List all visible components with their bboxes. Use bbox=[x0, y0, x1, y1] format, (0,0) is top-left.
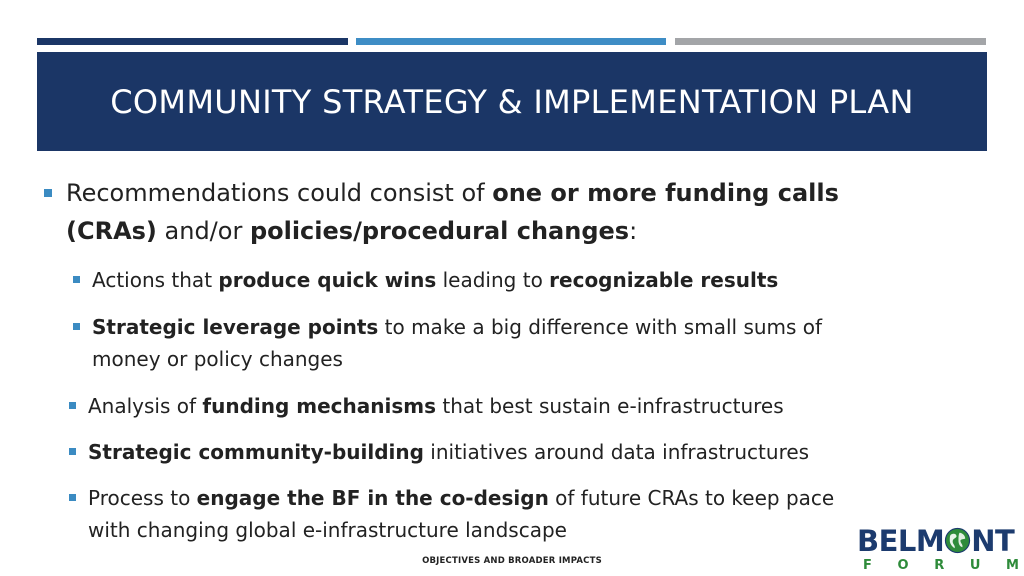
logo-letter: U bbox=[969, 558, 981, 573]
bullet-text: : bbox=[629, 217, 638, 245]
bullet-text: leading to bbox=[436, 268, 550, 292]
top-accent-bar-navy bbox=[37, 38, 348, 45]
bullet-community-building bbox=[88, 436, 809, 468]
bullet-text-bold: produce quick wins bbox=[218, 268, 437, 292]
bullet-text: initiatives around data infrastructures bbox=[423, 440, 810, 464]
top-accent-bar-blue bbox=[356, 38, 666, 45]
bullet-text-bold: funding mechanisms bbox=[202, 394, 437, 418]
square-bullet-icon bbox=[73, 276, 80, 283]
bullet-text-bold: recognizable results bbox=[549, 268, 779, 292]
bullet-line bbox=[88, 390, 784, 422]
bullet-co-design bbox=[88, 482, 834, 546]
square-bullet-icon bbox=[73, 323, 80, 330]
bullet-text: that best sustain e-infrastructures bbox=[436, 394, 784, 418]
bullet-line bbox=[88, 514, 834, 546]
bullet-line bbox=[66, 174, 839, 212]
title-banner bbox=[37, 52, 987, 151]
bullet-funding-mechanisms bbox=[88, 390, 784, 422]
logo-wordmark bbox=[857, 526, 1014, 556]
bullet-line bbox=[92, 264, 778, 296]
globe-icon bbox=[944, 527, 971, 554]
bullet-text-bold: policies/procedural changes bbox=[249, 217, 630, 245]
top-accent-bar-gray bbox=[675, 38, 986, 45]
square-bullet-icon bbox=[44, 189, 52, 197]
sub-bullet-quick-wins bbox=[92, 264, 778, 296]
bullet-text: money or policy changes bbox=[92, 347, 343, 371]
bullet-text-bold: engage the BF in the co-design bbox=[196, 486, 549, 510]
logo-word-start: BELM bbox=[857, 524, 945, 558]
bullet-line bbox=[88, 436, 809, 468]
square-bullet-icon bbox=[69, 494, 76, 501]
bullet-text: Recommendations could consist of bbox=[66, 179, 493, 207]
bullet-line bbox=[92, 311, 822, 343]
bullet-recommendations bbox=[66, 174, 839, 250]
bullet-text: of future CRAs to keep pace bbox=[548, 486, 835, 510]
bullet-line bbox=[88, 482, 834, 514]
bullet-text: Process to bbox=[88, 486, 197, 510]
bullet-line bbox=[66, 212, 839, 250]
bullet-text: to make a big difference with small sums of bbox=[378, 315, 823, 339]
square-bullet-icon bbox=[69, 402, 76, 409]
sub-bullet-leverage-points bbox=[92, 311, 822, 375]
logo-letter: O bbox=[897, 558, 909, 573]
logo-letter: R bbox=[934, 558, 945, 573]
square-bullet-icon bbox=[69, 448, 76, 455]
bullet-text-bold: Strategic leverage points bbox=[92, 315, 379, 339]
slide-footer: OBJECTIVES AND BROADER IMPACTS bbox=[422, 556, 602, 566]
bullet-text-bold: one or more funding calls bbox=[492, 179, 839, 207]
logo-letter: F bbox=[863, 558, 872, 573]
belmont-forum-logo bbox=[857, 526, 1021, 576]
bullet-text-bold: Strategic community-building bbox=[88, 440, 424, 464]
bullet-text-bold: (CRAs) bbox=[66, 217, 157, 245]
logo-subtitle bbox=[863, 558, 1019, 574]
logo-letter: M bbox=[1006, 558, 1019, 573]
bullet-line bbox=[92, 343, 822, 375]
bullet-text: with changing global e-infrastructure landscape bbox=[88, 518, 567, 542]
bullet-text: and/or bbox=[156, 217, 250, 245]
slide-title: COMMUNITY STRATEGY & IMPLEMENTATION PLAN bbox=[110, 82, 914, 121]
logo-word-end: NT bbox=[971, 524, 1015, 558]
bullet-text: Analysis of bbox=[88, 394, 203, 418]
bullet-text: Actions that bbox=[92, 268, 219, 292]
